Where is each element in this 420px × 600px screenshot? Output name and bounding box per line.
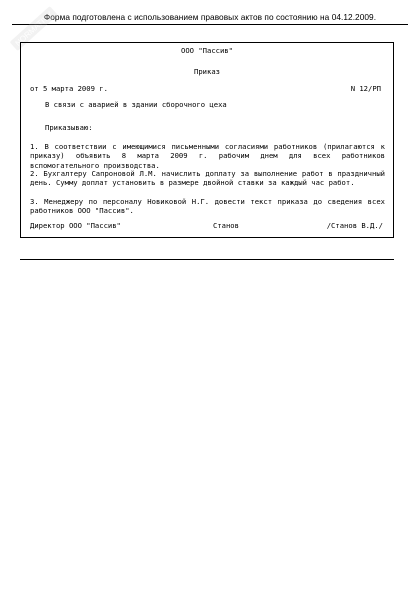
order-word: Приказываю: — [45, 123, 93, 132]
signatory-title: Директор ООО "Пассив" — [30, 221, 121, 230]
order-paragraph-1: 1. В соответствии с имеющимися письменными согласиями работников (прилагаются к приказу) объявить 8 марта 2009 г. рабочим днем для всех работников вспомогательного производства. — [30, 142, 385, 170]
document-bottom-divider — [20, 259, 394, 260]
document-number: N 12/РП — [350, 84, 381, 93]
banner-divider — [12, 24, 408, 25]
document-type: Приказ — [194, 67, 220, 76]
watermark-text: NORMATIVY — [13, 9, 55, 48]
signatory-name: /Станов В.Д./ — [326, 221, 383, 230]
banner-text: Форма подготовлена с использованием правовых актов по состоянию на 04.12.2009. — [43, 12, 377, 22]
order-paragraph-3: 3. Менеджеру по персоналу Новиковой Н.Г. довести текст приказа до сведения всех работников ООО "Пассив". — [30, 197, 385, 216]
signature: Станов — [213, 221, 239, 230]
document-frame — [20, 42, 394, 238]
document-date: от 5 марта 2009 г. — [30, 84, 108, 93]
order-paragraph-2: 2. Бухгалтеру Сапроновой Л.М. начислить доплату за выполнение работ в праздничный день. Сумму доплат установить в размере двойной ставки за каждый час работ. — [30, 169, 385, 188]
preamble-text: В связи с аварией в здании сборочного цеха — [45, 100, 227, 109]
organization-name: ООО "Пассив" — [181, 46, 233, 55]
